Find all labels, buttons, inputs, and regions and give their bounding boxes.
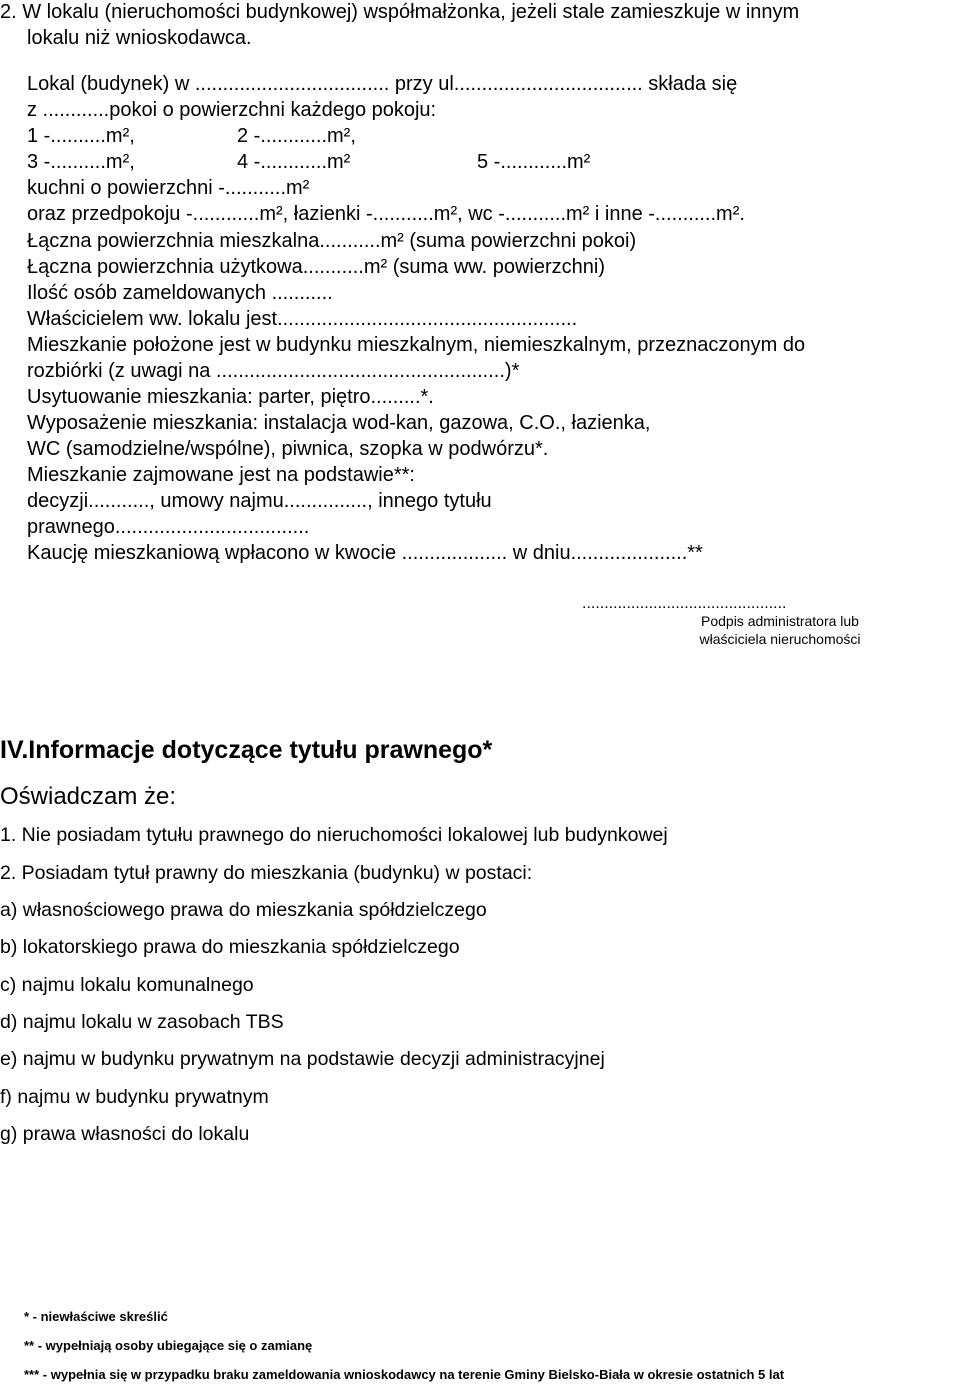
room-1-area: 1 -..........m²,	[27, 125, 135, 147]
total-usable-area-line: Łączna powierzchnia użytkowa...........m² (suma ww. powierzchni)	[27, 256, 605, 278]
demolition-reason-line: rozbiórki (z uwagi na ....................................................)*	[27, 360, 520, 382]
building-type-line: Mieszkanie położone jest w budynku mieszkalnym, niemieszkalnym, przeznaczonym do	[27, 334, 806, 356]
room-5-area: 5 -............m²	[477, 151, 591, 173]
deposit-line: Kaucję mieszkaniową wpłacono w kwocie ................... w dniu.....................**	[27, 542, 703, 564]
section2-line2: lokalu niż wnioskodawca.	[27, 27, 252, 49]
equipment-line-1: Wyposażenie mieszkania: instalacja wod-kan, gazowa, C.O., łazienka,	[27, 412, 651, 434]
rooms-count-line: z ............pokoi o powierzchni każdego pokoju:	[27, 99, 437, 121]
footnote-3: *** - wypełnia się w przypadku braku zameldowania wnioskodawcy na terenie Gminy Bielsko-Biała w okresie ostatnich 5 lat	[24, 1367, 785, 1382]
occupancy-basis-line: Mieszkanie zajmowane jest na podstawie**:	[27, 464, 415, 486]
registered-persons-line: Ilość osób zameldowanych ...........	[27, 282, 333, 304]
option-1: 1. Nie posiadam tytułu prawnego do nieruchomości lokalowej lub budynkowej	[0, 824, 668, 846]
lokal-address-line: Lokal (budynek) w ................................... przy ul.................................. składa się	[27, 73, 738, 95]
option-2: 2. Posiadam tytuł prawny do mieszkania (budynku) w postaci:	[0, 862, 533, 884]
legal-basis-line-2: prawnego...................................	[27, 516, 310, 538]
option-e: e) najmu w budynku prywatnym na podstawie decyzji administracyjnej	[0, 1048, 605, 1070]
signature-caption-line2: właściciela nieruchomości	[699, 631, 861, 647]
room-3-area: 3 -..........m²,	[27, 151, 135, 173]
other-areas-line: oraz przedpokoju -............m², łazienki -...........m², wc -...........m² i inne -...........m².	[27, 203, 745, 225]
footnote-1: * - niewłaściwe skreślić	[24, 1309, 168, 1324]
room-area-line-1	[27, 126, 356, 146]
option-f: f) najmu w budynku prywatnym	[0, 1086, 269, 1108]
option-b: b) lokatorskiego prawa do mieszkania spółdzielczego	[0, 936, 460, 958]
total-living-area-line: Łączna powierzchnia mieszkalna...........m² (suma powierzchni pokoi)	[27, 230, 637, 252]
room-2-area: 2 -............m²,	[237, 125, 356, 147]
option-d: d) najmu lokalu w zasobach TBS	[0, 1011, 284, 1033]
section2-line1: 2. W lokalu (nieruchomości budynkowej) współmałżonka, jeżeli stale zamieszkuje w innym	[0, 1, 800, 23]
signature-dots: ..............................................	[582, 595, 787, 612]
legal-basis-line-1: decyzji..........., umowy najmu..............., innego tytułu	[27, 490, 492, 512]
owner-line: Właścicielem ww. lokalu jest......................................................	[27, 308, 578, 330]
kitchen-area-line: kuchni o powierzchni -...........m²	[27, 177, 310, 199]
signature-caption-line1: Podpis administratora lub	[701, 613, 859, 629]
option-g: g) prawa własności do lokalu	[0, 1123, 250, 1145]
room-area-line-2	[27, 152, 590, 172]
location-floor-line: Usytuowanie mieszkania: parter, piętro.........*.	[27, 386, 434, 408]
oswiadczam-label: Oświadczam że:	[0, 783, 177, 810]
section4-heading: IV.Informacje dotyczące tytułu prawnego*	[0, 736, 493, 764]
footnote-2: ** - wypełniają osoby ubiegające się o zamianę	[24, 1338, 313, 1353]
room-4-area: 4 -............m²	[237, 151, 351, 173]
equipment-line-2: WC (samodzielne/wspólne), piwnica, szopka w podwórzu*.	[27, 438, 549, 460]
option-c: c) najmu lokalu komunalnego	[0, 974, 254, 996]
option-a: a) własnościowego prawa do mieszkania spółdzielczego	[0, 899, 487, 921]
